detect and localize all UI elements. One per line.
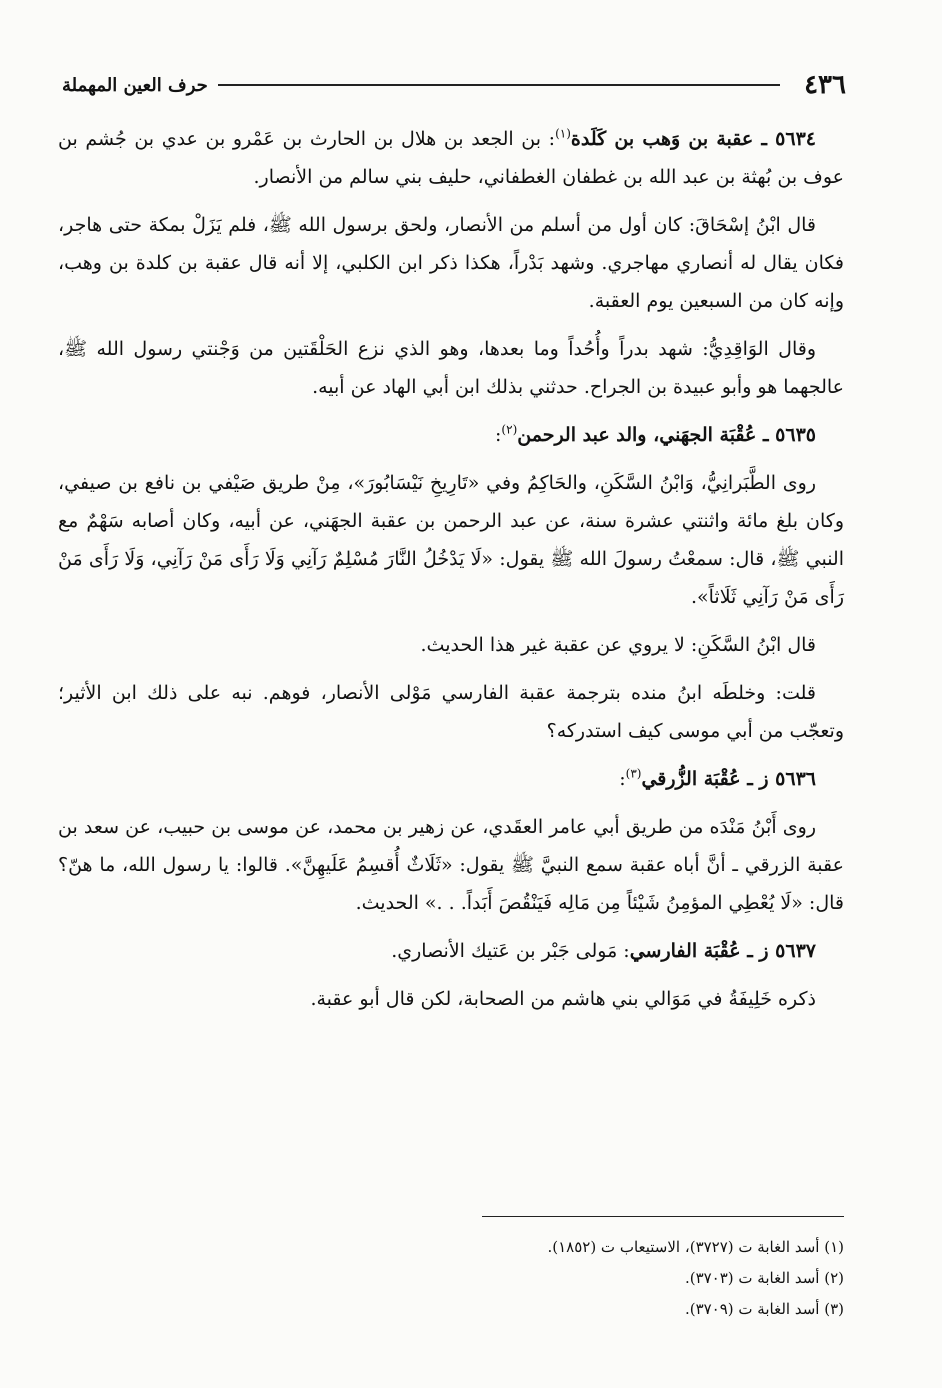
entry-heading: ٥٦٣٦ ز ـ عُقْبَة الزُّرقي <box>641 768 816 790</box>
paragraph: روى أَبْنُ مَنْدَه من طريق أبي عامر العقَدي، عن زهير بن محمد، عن موسى بن حبيب، عن سعد بن عقبة الزرقي ـ أنَّ أباه عقبة سمع النبيَّ ﷺ يقول: «ثَلَاثٌ أُقسِمُ عَلَيهِنَّ». قالوا: يا رسول الله، ما هنّ؟ قال: «لَا يُعْطِي المؤمِنُ شَيْئاً مِن مَالِه فَيَنْقُصَ أَبَداً. . .» الحديث. <box>58 816 844 914</box>
paragraph: ذكره خَلِيفَةُ في مَوَالي بني هاشم من الصحابة، لكن قال أبو عقبة. <box>310 988 816 1010</box>
footnote-marker: (٢) <box>501 422 518 437</box>
footnote-marker: (٣) <box>625 766 642 781</box>
paragraph: وقال الوَاقِدِيُّ: شهد بدراً وأُحُداً وما بعدها، وهو الذي نزع الحَلْقَتين من وَجْنتي رسول الله ﷺ، عالجهما هو وأبو عبيدة بن الجراح. حدثني بذلك ابن أبي الهاد عن أبيه. <box>58 338 844 398</box>
entry-5635 <box>58 416 844 454</box>
header-rule <box>218 84 780 86</box>
entry-text: : بن الجعد بن هلال بن الحارث بن عَمْرو بن عدي بن جُشم بن عوف بن بُهثة بن عبد الله بن غطفان الغطفاني، حليف بني سالم من الأنصار. <box>58 128 844 188</box>
entry-heading: ٥٦٣٥ ـ عُقْبَة الجهَني، والد عبد الرحمن <box>517 424 816 446</box>
page-number: ٤٣٦ <box>804 70 846 100</box>
entry-heading: ٥٦٣٧ ز ـ عُقْبَة الفارسي <box>629 940 816 962</box>
footnote-marker: (١) <box>555 126 571 141</box>
entry-text: : مَولى جَبْر بن عَتيك الأنصاري. <box>391 940 630 962</box>
entry-text: : <box>619 768 626 790</box>
entry-heading: ٥٦٣٤ ـ عقبة بن وَهب بن كَلَدة <box>570 128 816 150</box>
footnote-separator <box>482 1216 844 1217</box>
entry-5634 <box>58 120 844 196</box>
footnote-3: (٣) أسد الغابة ت (٣٧٠٩). <box>684 1300 844 1318</box>
entry-text: : <box>495 424 502 446</box>
running-title: حرف العين المهملة <box>62 74 208 96</box>
paragraph: قال ابْنُ إسْحَاقَ: كان أول من أسلم من الأنصار، ولحق برسول الله ﷺ، فلم يَزَلْ بمكة حتى هاجر، فكان يقال له أنصاري مهاجري. وشهد بَدْراً، هكذا ذكر ابن الكلبي، إلا أنه قال عقبة بن كلدة بن وهب، وإنه كان من السبعين يوم العقبة. <box>58 214 844 312</box>
paragraph: روى الطَّبَرانِيُّ، وَابْنُ السَّكَنِ، والحَاكِمُ وفي «تَارِيخِ نَيْسَابُورَ»، مِنْ طريق صَيْفي بن نافع بن صيفي، وكان بلغ مائة واثنتي عشرة سنة، عن عبد الرحمن بن عقبة الجهَني، عن أبيه، وكان أصابه سَهْمٌ مع النبي ﷺ، قال: سمعْتُ رسولَ الله ﷺ يقول: «لَا يَدْخُلُ النَّارَ مُسْلِمٌ رَآنِي وَلَا رَأَى مَنْ رَآنِي، وَلَا رَأَى مَنْ رَأَى مَنْ رَآنِي ثَلَاثاً». <box>58 472 844 608</box>
paragraph: قلت: وخلطَه ابنُ منده بترجمة عقبة الفارسي مَوْلى الأنصار، فوهم. نبه على ذلك ابن الأثير؛ وتعجّب من أبي موسى كيف استدركه؟ <box>58 682 844 742</box>
page-header <box>62 68 846 102</box>
entry-5637 <box>58 932 844 970</box>
entry-5636 <box>58 760 844 798</box>
page-body <box>58 120 844 1028</box>
footnotes <box>144 1232 844 1325</box>
footnote-1: (١) أسد الغابة ت (٣٧٢٧)، الاستيعاب ت (١٨٥٢). <box>547 1238 844 1256</box>
paragraph: قال ابْنُ السَّكَنِ: لا يروي عن عقبة غير هذا الحديث. <box>420 634 816 656</box>
footnote-2: (٢) أسد الغابة ت (٣٧٠٣). <box>684 1269 844 1287</box>
